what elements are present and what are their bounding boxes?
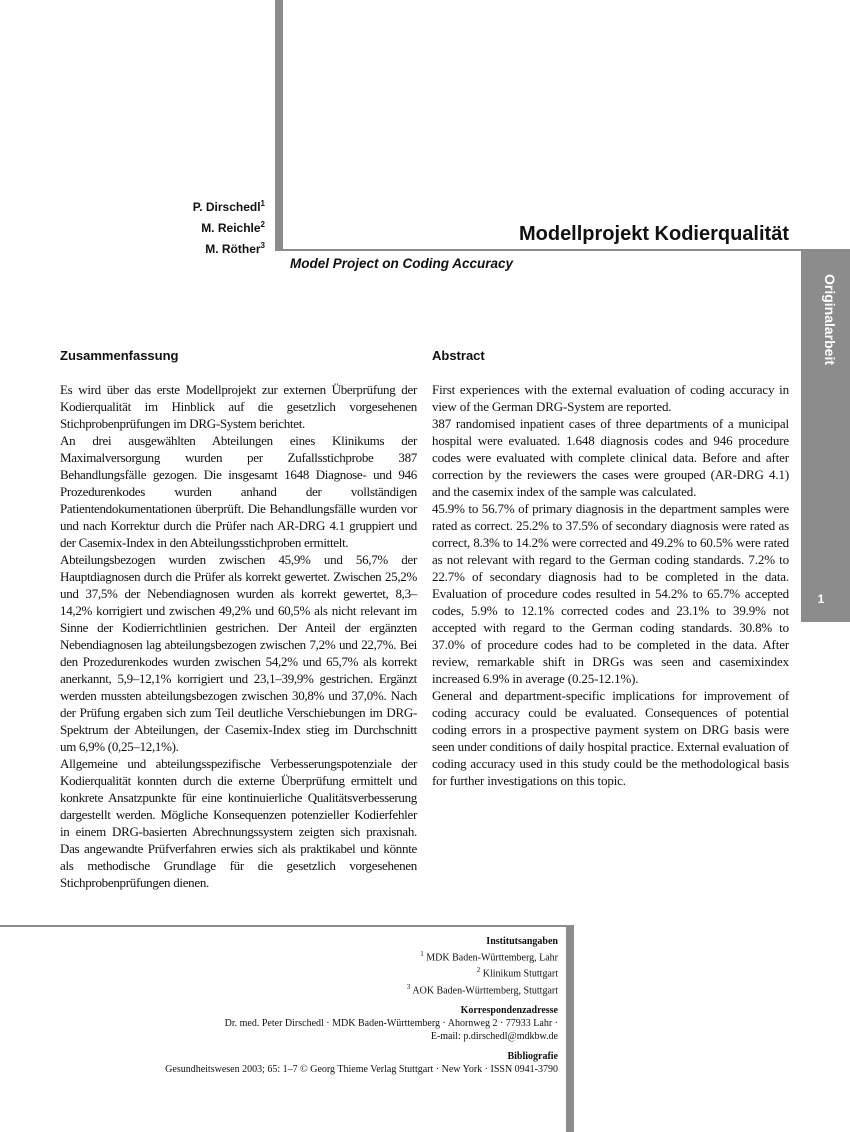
bibliography-citation: Gesundheitswesen 2003; 65: 1–7 © Georg Thieme Verlag Stuttgart · New York · ISSN 0941-3790 xyxy=(165,1063,558,1075)
correspondence-email: E-mail: p.dirschedl@mdkbw.de xyxy=(430,1030,558,1042)
summary-paragraph: Es wird über das erste Modellprojekt zur externen Überprüfung der Kodierqualität im Hinblick auf die gesetzlich vorgesehenen Stichprobenprüfungen im DRG-System berichtet. xyxy=(60,382,417,431)
title-rule xyxy=(275,249,850,251)
summary-heading: Zusammenfassung xyxy=(60,348,179,363)
summary-paragraph: An drei ausgewählten Abteilungen eines Klinikums der Maximalversorgung wurden per Zufallsstichprobe 387 Behandlungsfälle gezogen. Die insgesamt 1648 Diagnose- und 946 Prozedurenkodes wurden anhand der vollständigen Patientendokumentationen überprüft. Die Behandlungsfälle wurden vor und nach Korrektur durch die Prüfer nach AR-DRG 4.1 gruppiert und der Casemix-Index in den Abteilungsstichproben ermittelt. xyxy=(60,433,417,550)
author-list xyxy=(120,195,265,258)
institution-item: $^3$ AOK Baden-Württemberg, Stuttgart xyxy=(406,982,558,996)
author: M. Reichle$^2$ xyxy=(201,220,265,235)
abstract-english xyxy=(432,348,789,789)
article-metadata xyxy=(100,935,558,1076)
article-subtitle: Model Project on Coding Accuracy xyxy=(290,256,514,271)
abstract-paragraph: 387 randomised inpatient cases of three departments of a municipal hospital were evaluated. 1.648 diagnosis codes and 946 procedure codes were evaluated with complete clinical data. Before and after correction by the reviewers the cases were grouped (AR-DRG 4.1) and the casemix index of the sample was calculated. xyxy=(432,416,789,499)
abstract-heading: Abstract xyxy=(432,348,485,363)
institution-item: $^1$ MDK Baden-Württemberg, Lahr xyxy=(420,950,558,964)
bibliography-heading: Bibliografie xyxy=(507,1050,558,1062)
top-vertical-bar xyxy=(275,0,283,250)
article-title: Modellprojekt Kodierqualität xyxy=(518,223,789,245)
author: M. Röther$^3$ xyxy=(205,241,265,256)
footer-rule xyxy=(0,925,574,927)
summary-paragraph: Allgemeine und abteilungsspezifische Verbesserungspotenziale der Kodierqualität konnten durch die externe Überprüfung ermittelt und konkrete Ansatzpunkte für eine kontinuierliche Qualitätsverbesserung dargestellt werden. Mögliche Konsequenzen potenzieller Kodierfehler in einem DRG-basierten Abrechnungssystem zeigten sich praxisnah. Das angewandte Prüfverfahren erwies sich als praktikabel und könnte als methodische Grundlage für die gesetzlich vorgesehenen Stichprobenprüfungen dienen. xyxy=(60,756,417,890)
bottom-vertical-bar xyxy=(566,925,574,1132)
abstract-paragraph: 45.9% to 56.7% of primary diagnosis in the department samples were rated as correct. 25.2% to 37.5% of secondary diagnosis were rated as correct, 8.3% to 14.2% were corrected and 49.2% to 60.5% were rated as not relevant with regard to the German coding standards. 7.2% to 22.7% of secondary diagnosis had to be completed in the data. Evaluation of procedure codes resulted in 54.2% to 65.7% accepted codes, 5.9% to 12.1% corrected codes and 23.1% to 39.9% not accepted with regard to the German coding standards. 30.8% to 37.0% of procedure codes had to be completed in the data. After review, remarkable shift in DRGs was seen and casemixindex increased 6.9% in average (0.25-12.1%). xyxy=(432,501,789,686)
page-number: 1 xyxy=(817,592,825,606)
institution-item: $^2$ Klinikum Stuttgart xyxy=(476,966,558,980)
summary-german xyxy=(60,348,417,891)
abstract-paragraph: General and department-specific implications for improvement of coding accuracy could be evaluated. Consequences of potential coding errors in a prospective payment system on DRG basis were seen under conditions of daily hospital practice. External evaluation of coding accuracy used in this study could be the methodological basis for further investigations on this topic. xyxy=(432,688,789,788)
article-type-label: Originalarbeit xyxy=(822,274,838,366)
institutions-heading: Institutsangaben xyxy=(486,936,558,947)
correspondence-address: Dr. med. Peter Dirschedl · MDK Baden-Württemberg · Ahornweg 2 · 77933 Lahr · xyxy=(224,1017,558,1029)
summary-paragraph: Abteilungsbezogen wurden zwischen 45,9% und 56,7% der Hauptdiagnosen durch die Prüfer als korrekt gewertet. Zwischen 25,2% und 37,5% der Nebendiagnosen wurden als korrekt gewertet, 8,3–14,2% korrigiert und zwischen 49,2% und 60,5% als nicht relevant im Sinne der Kodierrichtlinien gestrichen. Der Anteil der ergänzten Nebendiagnosen lag abteilungsbezogen zwischen 7,2% und 22,7%. Bei den Prozedurenkodes wurden zwischen 54,2% und 65,7% als korrekt anerkannt, 5,9–12,1% korrigiert und 23,1–39,9% gestrichen. Ergänzt werden mussten abteilungsbezogen zwischen 30,8% und 37,0%. Nach der Prüfung ergaben sich zum Teil deutliche Verschiebungen im DRG-Spektrum der Abteilungen, der Casemix-Index stieg im Durchschnitt um 6,9% (0,25–12,1%). xyxy=(60,552,417,754)
abstract-paragraph: First experiences with the external evaluation of coding accuracy in view of the German DRG-System are reported. xyxy=(432,382,789,414)
correspondence-heading: Korrespondenzadresse xyxy=(460,1004,558,1016)
author: P. Dirschedl$^1$ xyxy=(192,199,265,214)
